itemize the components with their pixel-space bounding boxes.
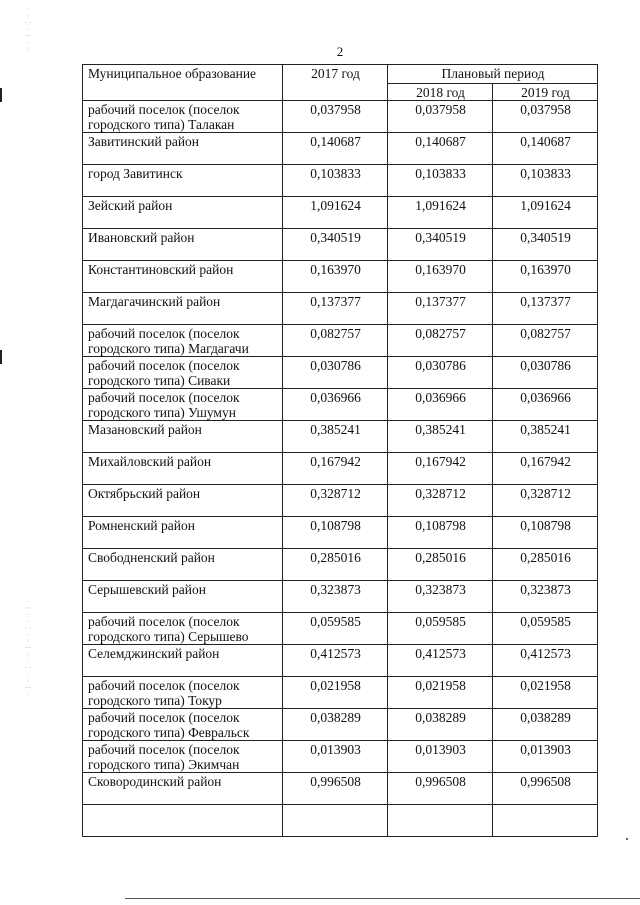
scan-margin-marks-lower: · ⁝ · · ⁚ · · ⁝ · · ⁚ · · ⁝ · <box>23 600 32 697</box>
cell-value-2019: 0,323873 <box>493 581 598 613</box>
cell-value-2017: 0,030786 <box>283 357 388 389</box>
cell-value-2019 <box>493 805 598 837</box>
cell-value-2019: 0,021958 <box>493 677 598 709</box>
cell-value-2017: 0,140687 <box>283 133 388 165</box>
cell-value-2019: 0,412573 <box>493 645 598 677</box>
table-row <box>83 773 598 805</box>
header-year-2018: 2018 год <box>388 83 493 101</box>
cell-value-2018 <box>388 805 493 837</box>
table-row <box>83 165 598 197</box>
cell-value-2017: 0,038289 <box>283 709 388 741</box>
cell-value-2019: 1,091624 <box>493 197 598 229</box>
cell-value-2017: 0,385241 <box>283 421 388 453</box>
cell-value-2018: 0,036966 <box>388 389 493 421</box>
cell-value-2018: 0,137377 <box>388 293 493 325</box>
table-row <box>83 197 598 229</box>
cell-value-2017: 0,021958 <box>283 677 388 709</box>
table-row <box>83 101 598 133</box>
cell-value-2017: 0,137377 <box>283 293 388 325</box>
table-row <box>83 485 598 517</box>
table-body <box>83 101 598 837</box>
cell-municipality: рабочий поселок (поселок городского типа) Токур <box>83 677 283 709</box>
cell-value-2017: 0,996508 <box>283 773 388 805</box>
table-row <box>83 229 598 261</box>
cell-municipality: Мазановский район <box>83 421 283 453</box>
cell-value-2019: 0,140687 <box>493 133 598 165</box>
cell-value-2019: 0,996508 <box>493 773 598 805</box>
cell-value-2018: 0,038289 <box>388 709 493 741</box>
cell-municipality: рабочий поселок (поселок городского типа) Ушумун <box>83 389 283 421</box>
cell-municipality: рабочий поселок (поселок городского типа) Талакан <box>83 101 283 133</box>
cell-value-2019: 0,037958 <box>493 101 598 133</box>
cell-value-2017: 0,167942 <box>283 453 388 485</box>
cell-municipality: рабочий поселок (поселок городского типа) Экимчан <box>83 741 283 773</box>
cell-value-2019: 0,108798 <box>493 517 598 549</box>
cell-value-2017: 0,108798 <box>283 517 388 549</box>
cell-value-2018: 0,340519 <box>388 229 493 261</box>
cell-value-2017: 0,082757 <box>283 325 388 357</box>
cell-municipality: Ивановский район <box>83 229 283 261</box>
scan-edge-mark <box>0 88 2 102</box>
cell-value-2019: 0,030786 <box>493 357 598 389</box>
cell-value-2019: 0,385241 <box>493 421 598 453</box>
header-planning-period: Плановый период <box>388 65 598 84</box>
table-row <box>83 261 598 293</box>
table-row <box>83 325 598 357</box>
cell-municipality <box>83 805 283 837</box>
cell-value-2018: 0,323873 <box>388 581 493 613</box>
cell-value-2018: 1,091624 <box>388 197 493 229</box>
cell-municipality: Константиновский район <box>83 261 283 293</box>
cell-municipality: рабочий поселок (поселок городского типа) Сиваки <box>83 357 283 389</box>
cell-value-2018: 0,412573 <box>388 645 493 677</box>
cell-municipality: Зейский район <box>83 197 283 229</box>
cell-value-2019: 0,340519 <box>493 229 598 261</box>
cell-value-2018: 0,013903 <box>388 741 493 773</box>
cell-value-2019: 0,013903 <box>493 741 598 773</box>
table-row <box>83 453 598 485</box>
cell-value-2019: 0,167942 <box>493 453 598 485</box>
table-row <box>83 645 598 677</box>
cell-municipality: Серышевский район <box>83 581 283 613</box>
table-row <box>83 133 598 165</box>
cell-value-2017: 0,163970 <box>283 261 388 293</box>
cell-value-2017: 0,412573 <box>283 645 388 677</box>
scan-bottom-edge <box>125 898 640 899</box>
table-row <box>83 581 598 613</box>
table-row <box>83 709 598 741</box>
cell-value-2018: 0,037958 <box>388 101 493 133</box>
page-number: 2 <box>336 44 344 59</box>
cell-value-2018: 0,167942 <box>388 453 493 485</box>
cell-municipality: Свободненский район <box>83 549 283 581</box>
cell-municipality: Ромненский район <box>83 517 283 549</box>
cell-municipality: Селемджинский район <box>83 645 283 677</box>
table-row <box>83 517 598 549</box>
table-row <box>83 549 598 581</box>
cell-value-2019: 0,082757 <box>493 325 598 357</box>
scan-edge-mark <box>0 350 2 364</box>
cell-municipality: Завитинский район <box>83 133 283 165</box>
cell-value-2017 <box>283 805 388 837</box>
cell-value-2017: 0,285016 <box>283 549 388 581</box>
cell-value-2018: 0,163970 <box>388 261 493 293</box>
cell-value-2019: 0,163970 <box>493 261 598 293</box>
table-row <box>83 741 598 773</box>
cell-value-2018: 0,996508 <box>388 773 493 805</box>
cell-municipality: Октябрьский район <box>83 485 283 517</box>
cell-value-2018: 0,140687 <box>388 133 493 165</box>
cell-value-2018: 0,108798 <box>388 517 493 549</box>
cell-municipality: рабочий поселок (поселок городского типа) Магдагачи <box>83 325 283 357</box>
cell-value-2019: 0,103833 <box>493 165 598 197</box>
cell-value-2017: 0,340519 <box>283 229 388 261</box>
cell-value-2017: 0,328712 <box>283 485 388 517</box>
cell-value-2017: 0,036966 <box>283 389 388 421</box>
header-year-2019: 2019 год <box>493 83 598 101</box>
cell-value-2017: 0,323873 <box>283 581 388 613</box>
table-row <box>83 293 598 325</box>
allocation-table <box>82 64 598 837</box>
cell-municipality: Магдагачинский район <box>83 293 283 325</box>
cell-value-2018: 0,285016 <box>388 549 493 581</box>
table-row <box>83 677 598 709</box>
cell-value-2019: 0,285016 <box>493 549 598 581</box>
scan-margin-marks: · · ⁚ · ⁝ · · <box>23 8 32 52</box>
table-row <box>83 357 598 389</box>
header-municipality: Муниципальное образование <box>83 65 283 101</box>
cell-value-2019: 0,038289 <box>493 709 598 741</box>
cell-value-2018: 0,030786 <box>388 357 493 389</box>
cell-municipality: Михайловский район <box>83 453 283 485</box>
cell-value-2017: 0,013903 <box>283 741 388 773</box>
cell-value-2019: 0,328712 <box>493 485 598 517</box>
cell-value-2018: 0,328712 <box>388 485 493 517</box>
table-row <box>83 613 598 645</box>
header-year-2017: 2017 год <box>283 65 388 101</box>
cell-value-2019: 0,137377 <box>493 293 598 325</box>
cell-municipality: город Завитинск <box>83 165 283 197</box>
cell-value-2018: 0,059585 <box>388 613 493 645</box>
cell-value-2019: 0,036966 <box>493 389 598 421</box>
cell-value-2018: 0,082757 <box>388 325 493 357</box>
cell-value-2019: 0,059585 <box>493 613 598 645</box>
table-row <box>83 805 598 837</box>
cell-value-2018: 0,021958 <box>388 677 493 709</box>
cell-municipality: рабочий поселок (поселок городского типа) Февральск <box>83 709 283 741</box>
scan-speck <box>626 838 628 840</box>
cell-municipality: рабочий поселок (поселок городского типа) Серышево <box>83 613 283 645</box>
cell-value-2018: 0,385241 <box>388 421 493 453</box>
cell-value-2017: 0,037958 <box>283 101 388 133</box>
table-row <box>83 421 598 453</box>
cell-value-2018: 0,103833 <box>388 165 493 197</box>
cell-value-2017: 0,103833 <box>283 165 388 197</box>
table-row <box>83 389 598 421</box>
cell-municipality: Сковородинский район <box>83 773 283 805</box>
cell-value-2017: 1,091624 <box>283 197 388 229</box>
cell-value-2017: 0,059585 <box>283 613 388 645</box>
